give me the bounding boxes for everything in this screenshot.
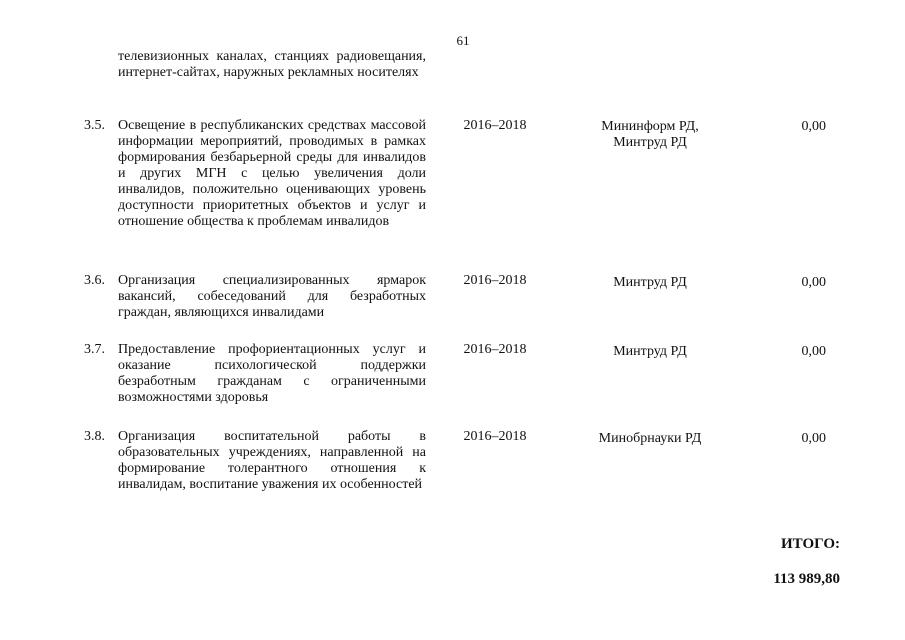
row-description: Организация специализированных ярмарок вакансий, собеседований для безработных граждан, являющихся инвалидами <box>118 273 426 320</box>
total-label: ИТОГО: <box>781 536 840 552</box>
row-number: 3.5. <box>84 118 105 133</box>
row-executor: Мининформ РД, Минтруд РД <box>601 119 699 150</box>
row-period: 2016–2018 <box>463 273 527 288</box>
row-executor: Минтруд РД <box>613 275 687 290</box>
row-amount: 0,00 <box>801 344 826 359</box>
row-amount: 0,00 <box>801 431 826 446</box>
row-description: Освещение в республиканских средствах массовой информации мероприятий, проводимых в рамках формирования безбарьерной среды для инвалидов и других МГН с целью увеличения доли инвалидов, положительно оценивающих уровень доступности приоритетных объектов и услуг и отношение общества к проблемам инвалидов <box>118 118 426 229</box>
continued-description: телевизионных каналах, станциях радиовещания, интернет-сайтах, наружных рекламных носителях <box>118 49 426 80</box>
row-period: 2016–2018 <box>463 342 527 357</box>
row-executor: Минобрнауки РД <box>598 431 702 446</box>
row-period: 2016–2018 <box>463 118 527 133</box>
row-number: 3.7. <box>84 342 105 357</box>
row-description: Предоставление профориентационных услуг и оказание психологической поддержки безработным гражданам с ограниченными возможностями здоровья <box>118 342 426 405</box>
row-period: 2016–2018 <box>463 429 527 444</box>
row-number: 3.6. <box>84 273 105 288</box>
row-number: 3.8. <box>84 429 105 444</box>
total-value: 113 989,80 <box>773 571 840 587</box>
row-amount: 0,00 <box>801 119 826 134</box>
row-description: Организация воспитательной работы в образовательных учреждениях, направленной на формирование толерантного отношения к инвалидам, воспитание уважения их особенностей <box>118 429 426 492</box>
row-amount: 0,00 <box>801 275 826 290</box>
row-executor: Минтруд РД <box>613 344 687 359</box>
page-number: 61 <box>456 33 470 48</box>
